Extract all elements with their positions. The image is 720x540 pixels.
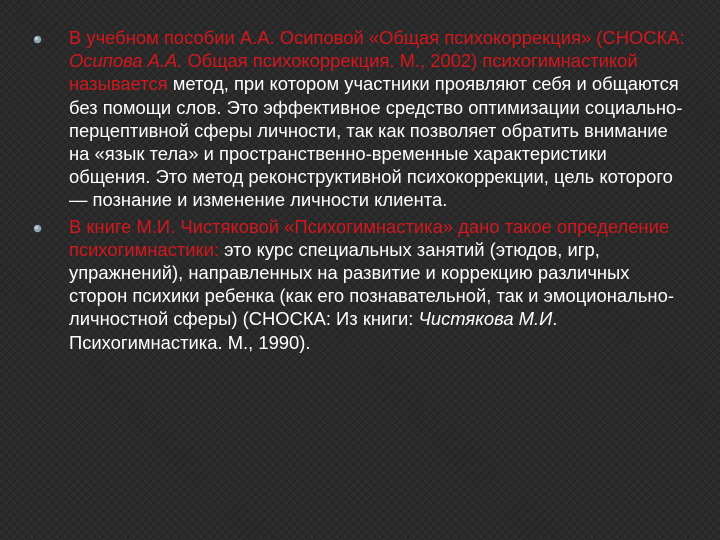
bullet-italic-author: Чистякова М.И [418,308,553,330]
bullet-red-intro: В книге М.И. Чистяковой «Психогимнастика» дано такое определение психогимнастики: [69,215,670,260]
bullet-body-text: это курс специальных занятий (этюдов, игр, упражнений), направленных на развитие и коррекцию различных сторон психики ребенка (как его познавательной, так и эмоционально-личностной сферы) (СНОСКА: Из книги: [69,238,674,330]
bullet-body-tail: . Психогимнастика. М., 1990). [69,308,558,353]
circle-bullet-icon [33,224,42,233]
slide-content [33,26,688,354]
bullet-red-tail: Общая психокоррекция. М., 2002) психогимнастикой называется [69,50,638,95]
circle-bullet-icon [33,35,42,44]
bullet-item-chistyakova [33,215,688,354]
bullet-item-osipova [33,26,688,212]
bullet-red-italic-author: Осипова А.А. [69,50,183,72]
bullet-body-text: метод, при котором участники проявляют себя и общаются без помощи слов. Это эффективное средство оптимизации социально-перцептивной сферы личности, так как позволяет обратить внимание на «язык тела» и пространственно-временные характеристики общения. Это метод реконструктивной психокоррекции, цель которого — познание и изменение личности клиента. [69,73,683,211]
bullet-red-intro: В учебном пособии А.А. Осиповой «Общая психокоррекция» (СНОСКА: [69,27,685,48]
